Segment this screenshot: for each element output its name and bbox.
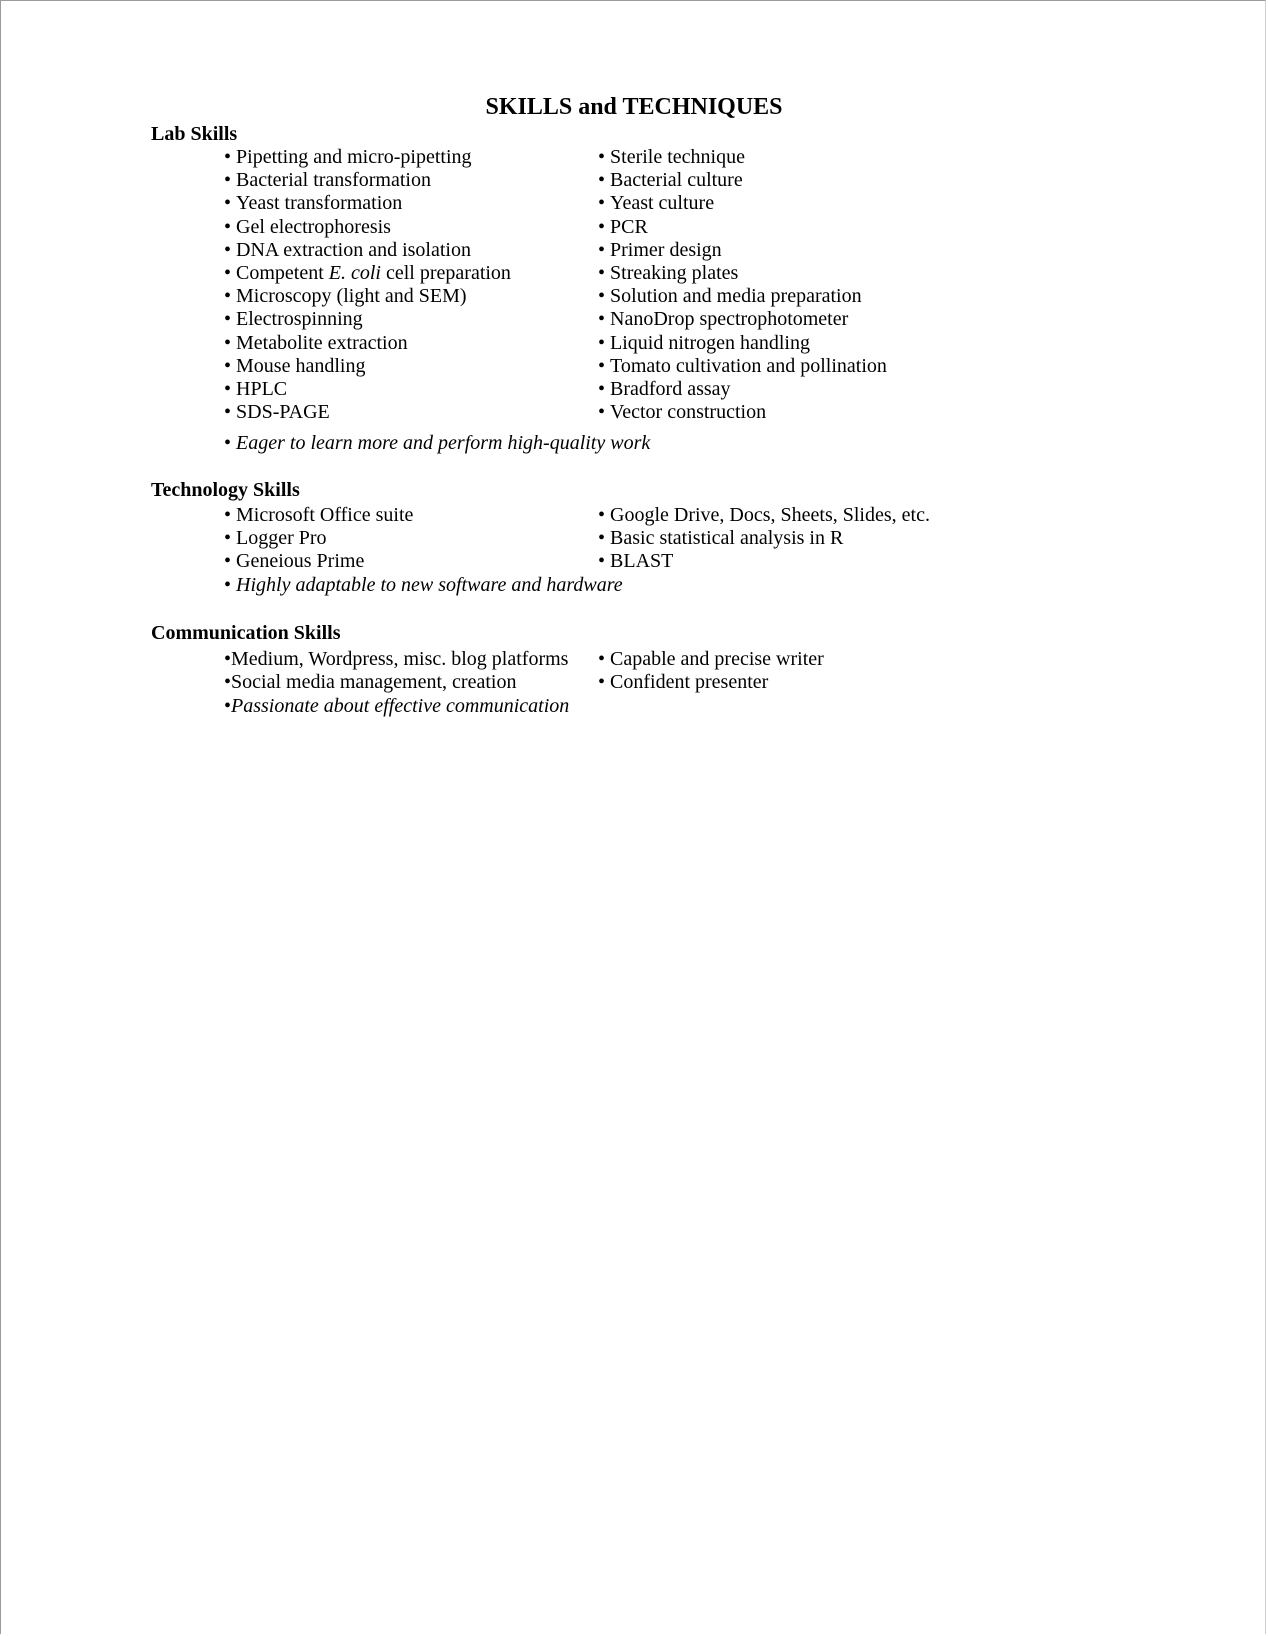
bullet: •	[224, 331, 232, 354]
lab-skills-closing	[224, 431, 650, 455]
lab-skill-item	[598, 284, 862, 308]
bullet: •	[224, 401, 232, 424]
lab-skill-item	[224, 238, 471, 262]
bullet: •	[598, 215, 606, 238]
lab-skill-item-text: Bacterial transformation	[236, 169, 431, 192]
bullet: •	[224, 169, 232, 192]
lab-skill-item	[224, 145, 472, 169]
bullet: •	[598, 146, 606, 168]
lab-skill-item-text: Solution and media preparation	[610, 285, 862, 308]
bullet: •	[224, 215, 232, 238]
communication-skill-item-text: Capable and precise writer	[610, 648, 824, 670]
lab-skill-item-text: Streaking plates	[610, 262, 739, 284]
bullet: •	[598, 331, 606, 354]
bullet: •	[598, 648, 606, 670]
lab-skill-item	[598, 238, 722, 262]
lab-skill-item-text: Microscopy (light and SEM)	[236, 285, 467, 308]
lab-skill-item	[224, 284, 467, 308]
communication-skills-closing	[224, 694, 569, 718]
bullet: •	[598, 308, 606, 331]
lab-skill-item-text: Metabolite extraction	[236, 331, 408, 354]
lab-skill-item	[224, 377, 287, 401]
lab-skill-item	[598, 191, 714, 215]
bullet: •	[598, 504, 606, 526]
bullet: •	[598, 192, 606, 215]
lab-skill-item-text: Bradford assay	[610, 378, 731, 400]
lab-skill-item	[224, 168, 431, 192]
species-name: E. coli	[328, 262, 381, 284]
lab-skill-item	[224, 215, 391, 239]
bullet: •	[224, 504, 232, 526]
technology-skill-item	[598, 549, 673, 573]
lab-skills-heading: Lab Skills	[151, 123, 238, 145]
communication-skill-item	[224, 670, 516, 694]
bullet: •	[598, 354, 606, 377]
technology-skills-closing-text: Highly adaptable to new software and hardware	[236, 574, 623, 596]
communication-skill-item-text: Social media management, creation	[231, 671, 517, 694]
lab-skill-item-text: Tomato cultivation and pollination	[610, 354, 887, 377]
bullet: •	[224, 378, 232, 400]
technology-skills-heading: Technology Skills	[151, 479, 300, 501]
bullet: •	[598, 550, 606, 573]
lab-skill-item-text: Vector construction	[610, 401, 767, 424]
technology-skill-item-text: Microsoft Office suite	[236, 504, 414, 526]
lab-skill-item	[224, 400, 330, 424]
technology-skill-item-text: Basic statistical analysis in R	[610, 527, 844, 550]
bullet: •	[224, 527, 232, 550]
communication-skills-heading: Communication Skills	[151, 622, 341, 644]
lab-skill-item	[224, 331, 408, 355]
lab-skill-item	[598, 400, 766, 424]
bullet: •	[598, 671, 606, 694]
lab-skill-item-text: Pipetting and micro-pipetting	[236, 146, 472, 168]
lab-skill-item-text: Sterile technique	[610, 146, 745, 168]
technology-skill-item	[598, 526, 843, 550]
bullet: •	[598, 378, 606, 400]
lab-skill-item-text: Yeast transformation	[236, 192, 403, 215]
technology-skill-item	[224, 549, 364, 573]
lab-skill-item-text: Electrospinning	[236, 308, 363, 331]
bullet: •	[598, 401, 606, 424]
lab-skill-item-text: NanoDrop spectrophotometer	[610, 308, 849, 331]
lab-skill-item	[598, 145, 745, 169]
lab-skill-item	[598, 215, 648, 239]
lab-skill-item	[598, 261, 738, 285]
communication-skills-closing-text: Passionate about effective communication	[231, 695, 570, 717]
lab-skill-item	[598, 331, 810, 355]
lab-skill-item	[224, 307, 363, 331]
lab-skill-item	[598, 168, 743, 192]
bullet: •	[224, 648, 232, 670]
communication-skill-item	[224, 647, 568, 671]
lab-skill-item-text: Yeast culture	[610, 192, 715, 215]
bullet: •	[224, 238, 232, 261]
bullet: •	[224, 671, 232, 694]
bullet: •	[598, 238, 606, 261]
bullet: •	[224, 285, 232, 308]
bullet: •	[224, 550, 232, 573]
bullet: •	[224, 432, 232, 454]
technology-skill-item-text: BLAST	[610, 550, 674, 573]
lab-skill-item-text: Gel electrophoresis	[236, 215, 391, 238]
lab-skill-item-text: Competent	[236, 262, 329, 284]
lab-skill-item-text: SDS-PAGE	[236, 401, 330, 424]
document-title: SKILLS and TECHNIQUES	[485, 94, 783, 120]
lab-skill-item	[224, 261, 511, 285]
technology-skill-item-text: Geneious Prime	[236, 550, 365, 573]
lab-skill-item-text: Liquid nitrogen handling	[610, 331, 810, 354]
lab-skill-item-text: Primer design	[610, 238, 722, 261]
lab-skill-item	[224, 354, 365, 378]
bullet: •	[224, 262, 232, 284]
technology-skill-item-text: Logger Pro	[236, 527, 327, 550]
lab-skill-item	[224, 191, 402, 215]
lab-skill-item-text: Mouse handling	[236, 354, 366, 377]
communication-skill-item-text: Medium, Wordpress, misc. blog platforms	[231, 648, 569, 670]
bullet: •	[598, 169, 606, 192]
communication-skill-item	[598, 647, 824, 671]
technology-skill-item	[598, 503, 930, 527]
bullet: •	[598, 262, 606, 284]
technology-skill-item	[224, 526, 327, 550]
bullet: •	[224, 695, 232, 717]
lab-skills-closing-text: Eager to learn more and perform high-quality work	[236, 432, 651, 454]
lab-skill-item-text: DNA extraction and isolation	[236, 238, 471, 261]
bullet: •	[598, 527, 606, 550]
bullet: •	[224, 354, 232, 377]
technology-skill-item-text: Google Drive, Docs, Sheets, Slides, etc.	[610, 504, 930, 526]
bullet: •	[224, 192, 232, 215]
lab-skill-item	[598, 354, 887, 378]
bullet: •	[224, 308, 232, 331]
lab-skill-item-text: PCR	[610, 215, 648, 238]
bullet: •	[224, 146, 232, 168]
lab-skill-item-text: HPLC	[236, 378, 288, 400]
lab-skill-item	[598, 377, 731, 401]
bullet: •	[224, 574, 232, 596]
technology-skills-closing	[224, 573, 623, 597]
technology-skill-item	[224, 503, 413, 527]
lab-skill-item	[598, 307, 848, 331]
communication-skill-item-text: Confident presenter	[610, 671, 769, 694]
bullet: •	[598, 285, 606, 308]
lab-skill-item-text: Bacterial culture	[610, 169, 743, 192]
communication-skill-item	[598, 670, 768, 694]
lab-skill-item-text: cell preparation	[381, 262, 511, 284]
